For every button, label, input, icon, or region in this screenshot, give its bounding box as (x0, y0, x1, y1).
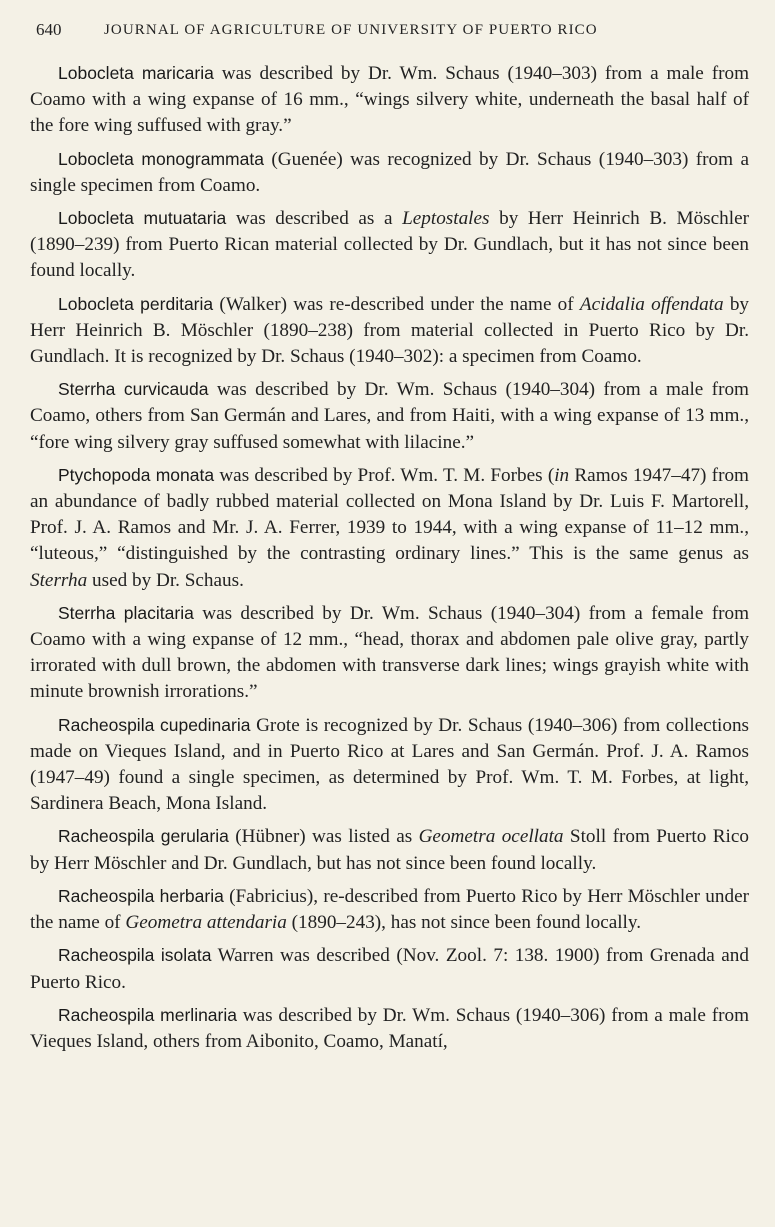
paragraph (30, 883, 749, 936)
italic-name: Geometra ocellata (418, 826, 564, 848)
italic-name: Leptostales (402, 208, 490, 230)
paragraph-text: Warren was described (Nov. Zool. 7: 138. 1900) from Grenada and Puerto Rico. (30, 945, 749, 993)
paragraph-text: was described as a (226, 208, 403, 230)
paragraph (30, 205, 749, 285)
paragraph-text: was described by Dr. Wm. Schaus (1940–306) from a male from Vieques Island, others from Aibonito, Coamo, Manatí, (30, 1004, 749, 1052)
taxon-name: Racheospila cupedinaria (58, 714, 251, 735)
paragraph-text: Ramos 1947–47) from an abundance of badly rubbed material collected on Mona Island by Dr. Luis F. Martorell, Prof. J. A. Ramos and Mr. J. A. Ferrer, 1939 to 1944, with a wing expanse of 11–12 mm., “luteous,” “distinguished by the contrasting ordinary lines.” This is the same genus as (30, 464, 749, 565)
italic-name: Sterrha (30, 569, 88, 591)
paragraph-text: by Herr Heinrich B. Möschler (1890–238) from material collected in Puerto Rico by Dr. Gundlach. It is recognized by Dr. Schaus (1940–302): a specimen from Coamo. (30, 293, 750, 368)
running-head: JOURNAL OF AGRICULTURE OF UNIVERSITY OF PUERTO RICO (104, 22, 598, 38)
page-number: 640 (36, 20, 62, 39)
paragraph (30, 146, 749, 199)
taxon-name: Racheospila merlinaria (58, 1004, 237, 1025)
italic-name: Acidalia offendata (579, 293, 724, 315)
paragraph (30, 712, 749, 818)
paragraph (30, 600, 749, 706)
italic-name: in (554, 464, 570, 486)
paragraph (30, 376, 749, 456)
taxon-name: Lobocleta maricaria (58, 63, 214, 83)
taxon-name: Racheospila gerularia (58, 826, 229, 847)
taxon-name: Ptychopoda monata (58, 464, 215, 485)
paragraph-text: (Walker) was re-described under the name of (213, 293, 580, 315)
paragraph (30, 942, 749, 995)
paragraph (30, 291, 749, 371)
page-header (30, 16, 749, 44)
taxon-name: Racheospila isolata (58, 945, 212, 966)
taxon-name: Sterrha placitaria (58, 602, 194, 623)
paragraph-text: Stoll from Puerto Rico by Herr Möschler and Dr. Gundlach, but has not since been found locally. (30, 826, 749, 874)
taxon-name: Sterrha curvicauda (58, 379, 209, 400)
paragraph-text: (1890–243), has not since been found locally. (286, 912, 642, 934)
taxon-name: Lobocleta mutuataria (58, 208, 227, 229)
paragraph-text: used by Dr. Schaus. (87, 569, 244, 591)
body-text (30, 60, 749, 1055)
taxon-name: Lobocleta perditaria (58, 293, 214, 314)
paragraph (30, 823, 749, 876)
italic-name: Geometra attendaria (125, 912, 287, 934)
paragraph-text: was described by Dr. Wm. Schaus (1940–304) from a female from Coamo with a wing expanse of 12 mm., “head, thorax and abdomen pale olive gray, partly irrorated with dull brown, the abdomen with transverse dark lines; wings grayish white with minute brownish irrorations.” (30, 602, 749, 703)
paragraph-text: (Guenée) was recognized by Dr. Schaus (1940–303) from a single specimen from Coamo. (30, 148, 749, 196)
paragraph-text: by Herr Heinrich B. Möschler (1890–239) from Puerto Rican material collected by Dr. Gundlach, but it has not since been found locally. (30, 208, 749, 282)
paragraph-text: Grote is recognized by Dr. Schaus (1940–306) from collections made on Vieques Island, and in Puerto Rico at Lares and San Germán. Prof. J. A. Ramos (1947–49) found a single specimen, as determined by Prof. Wm. T. M. Forbes, at light, Sardinera Beach, Mona Island. (30, 714, 750, 815)
taxon-name: Lobocleta monogrammata (58, 148, 264, 169)
paragraph (30, 462, 749, 594)
paragraph-text: was described by Dr. Wm. Schaus (1940–303) from a male from Coamo with a wing expanse of 16 mm., “wings silvery white, underneath the basal half of the fore wing suffused with gray.” (30, 63, 749, 137)
paragraph-text: (Fabricius), re-described from Puerto Rico by Herr Möschler under the name of (30, 885, 749, 934)
taxon-name: Racheospila herbaria (58, 885, 224, 906)
paragraph-text: was described by Dr. Wm. Schaus (1940–304) from a male from Coamo, others from San Germán and Lares, and from Haiti, with a wing expanse of 13 mm., “fore wing silvery gray suffused somewhat with lilacine.” (30, 379, 749, 453)
paragraph-text: (Hübner) was listed as (228, 826, 419, 848)
paragraph (30, 1002, 749, 1055)
paragraph-text: was described by Prof. Wm. T. M. Forbes ( (214, 464, 555, 486)
paragraph (30, 60, 749, 140)
